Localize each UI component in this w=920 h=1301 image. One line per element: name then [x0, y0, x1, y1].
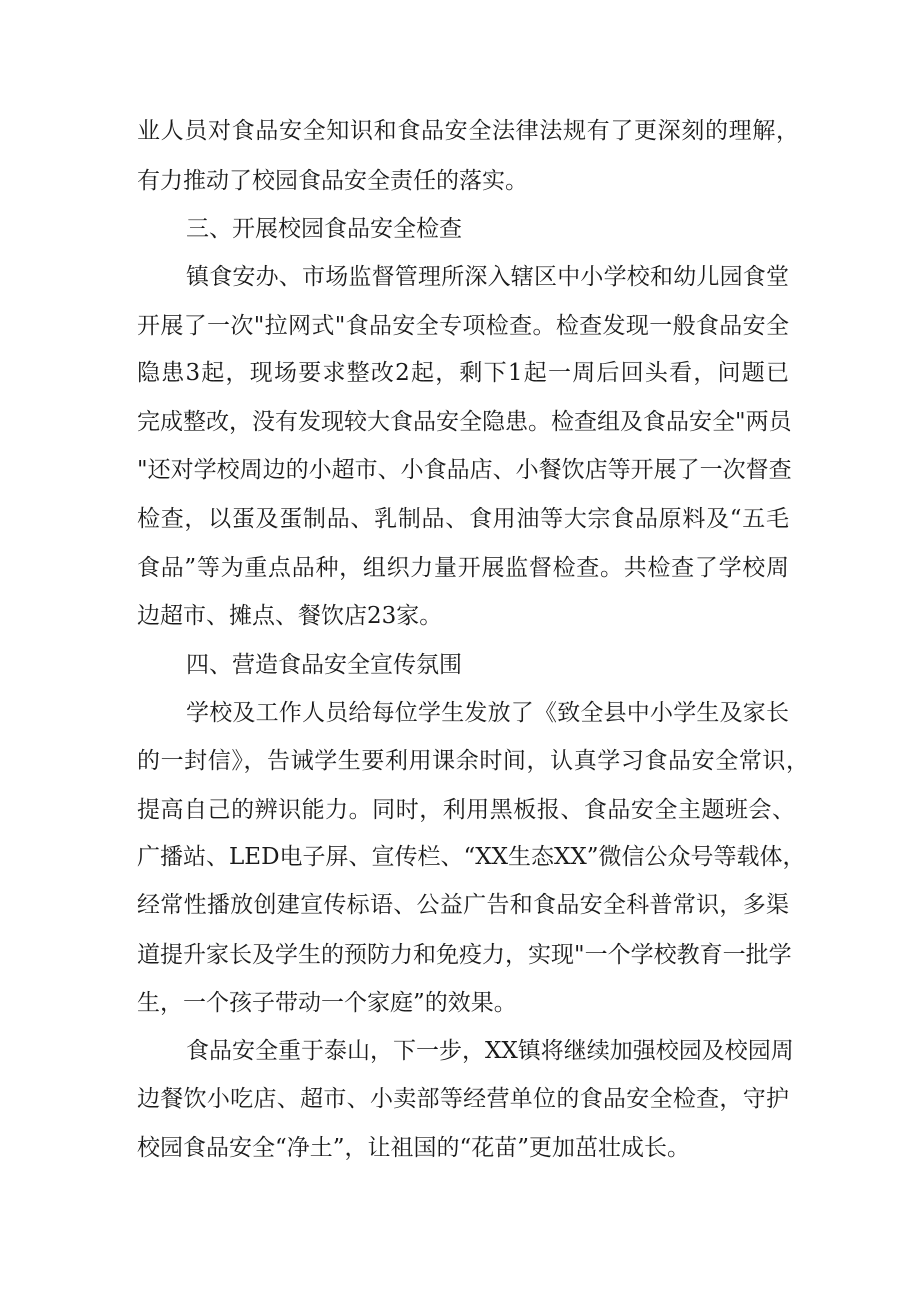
text-line: 边超市、摊点、餐饮店23家。	[137, 603, 443, 629]
text-line: 广播站、LED电子屏、宣传栏、“XX生态XX”微信公众号等载体，	[137, 844, 806, 870]
text-line: 业人员对食品安全知识和食品安全法律法规有了更深刻的理解，	[137, 118, 799, 144]
text-line: 经常性播放创建宣传标语、公益广告和食品安全科普常识，多渠	[137, 892, 789, 918]
text-line: "还对学校周边的小超市、小食品店、小餐饮店等开展了一次督查	[137, 457, 792, 483]
text-line: 食品”等为重点品种，组织力量开展监督检查。共检查了学校周	[137, 555, 789, 581]
text-line: 有力推动了校园食品安全责任的落实。	[137, 168, 528, 194]
section-heading: 三、开展校园食品安全检查	[186, 216, 462, 242]
text-line: 的一封信》，告诫学生要利用课余时间，认真学习食品安全常识，	[137, 748, 809, 774]
text-line: 完成整改，没有发现较大食品安全隐患。检查组及食品安全"两员	[137, 409, 792, 435]
text-line: 边餐饮小吃店、超市、小卖部等经营单位的食品安全检查，守护	[137, 1086, 789, 1112]
text-line: 生，一个孩子带动一个家庭”的效果。	[137, 990, 517, 1016]
text-line: 检查，以蛋及蛋制品、乳制品、食用油等大宗食品原料及“五毛	[137, 506, 789, 532]
text-line: 校园食品安全“净土”，让祖国的“花苗”更加茁壮成长。	[137, 1135, 691, 1161]
text-line: 食品安全重于泰山，下一步，XX镇将继续加强校园及校园周	[186, 1038, 794, 1064]
text-line: 提高自己的辨识能力。同时，利用黑板报、食品安全主题班会、	[137, 797, 795, 823]
text-line: 开展了一次"拉网式"食品安全专项检查。检查发现一般食品安全	[137, 313, 789, 339]
text-line: 隐患3起，现场要求整改2起，剩下1起一周后回头看，问题已	[137, 360, 789, 386]
text-line: 道提升家长及学生的预防力和免疫力，实现"一个学校教育一批学	[137, 942, 792, 968]
text-line: 学校及工作人员给每位学生发放了《致全县中小学生及家长	[186, 700, 789, 726]
section-heading: 四、营造食品安全宣传氛围	[186, 652, 462, 678]
text-line: 镇食安办、市场监督管理所深入辖区中小学校和幼儿园食堂	[186, 264, 789, 290]
